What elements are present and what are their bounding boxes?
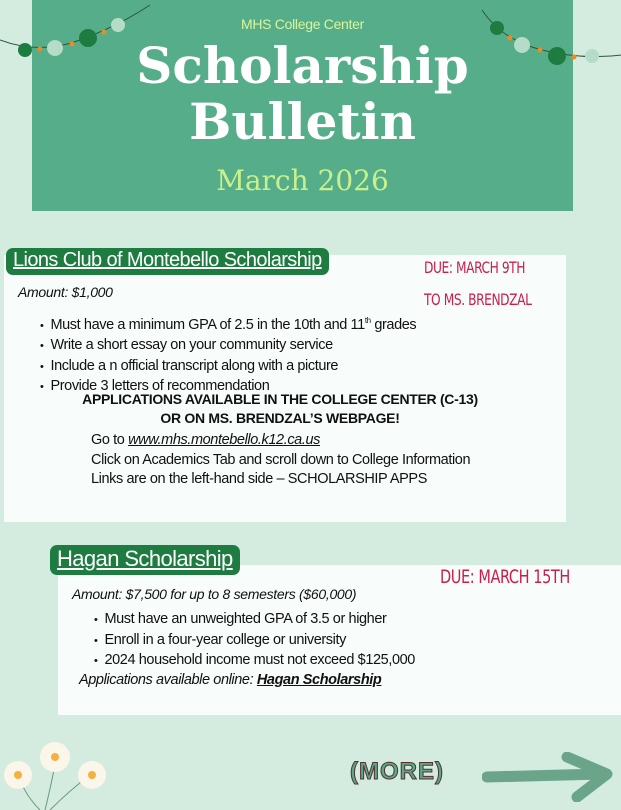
page-title bbox=[32, 38, 573, 150]
lions-due-date: DUE: MARCH 9TH bbox=[424, 258, 526, 277]
applications-notice: APPLICATIONS AVAILABLE IN THE COLLEGE CENTER (C-13) OR ON MS. BRENDZAL’S WEBPAGE! bbox=[82, 391, 478, 426]
list-item: • Include a n official transcript along with a picture bbox=[40, 357, 416, 378]
list-item: • Write a short essay on your community service bbox=[40, 336, 416, 357]
list-item: • Enroll in a four-year college or university bbox=[94, 631, 415, 652]
list-item: • 2024 household income must not exceed $125,000 bbox=[94, 651, 415, 672]
lions-requirements bbox=[40, 311, 416, 398]
hagan-scholarship-title: Hagan Scholarship bbox=[50, 545, 240, 575]
subtitle: MHS College Center bbox=[241, 16, 364, 32]
arrow-right-icon[interactable] bbox=[482, 752, 621, 802]
list-item: • Must have an unweighted GPA of 3.5 or higher bbox=[94, 610, 415, 631]
more-link[interactable]: (MORE) bbox=[350, 758, 444, 785]
lions-scholarship-title: Lions Club of Montebello Scholarship bbox=[6, 248, 329, 275]
daisy-flowers-icon bbox=[0, 735, 120, 810]
title-line2: Bulletin bbox=[189, 92, 416, 151]
hagan-requirements bbox=[94, 610, 415, 672]
school-website-link[interactable]: www.mhs.montebello.k12.ca.us bbox=[128, 432, 320, 448]
title-line1: Scholarship bbox=[136, 36, 469, 95]
hagan-scholarship-link[interactable]: Hagan Scholarship bbox=[256, 672, 382, 688]
lions-amount: Amount: $1,000 bbox=[18, 284, 113, 300]
instruction-line: Click on Academics Tab and scroll down to College Information bbox=[91, 451, 471, 468]
header-banner bbox=[32, 0, 573, 211]
hagan-amount: Amount: $7,500 for up to 8 semesters ($60,000) bbox=[72, 586, 357, 602]
lions-due-recipient: TO MS. BRENDZAL bbox=[424, 290, 532, 309]
list-item: • Provide 3 letters of recommendation bbox=[40, 377, 416, 398]
hagan-apply-line: Applications available online: Hagan Scholarship bbox=[79, 672, 382, 688]
instruction-line: Links are on the left-hand side – SCHOLARSHIP APPS bbox=[91, 471, 427, 487]
bulletin-date: March 2026 bbox=[216, 164, 389, 197]
hagan-due-date: DUE: MARCH 15TH bbox=[440, 566, 570, 588]
lions-instructions: Go to www.mhs.montebello.k12.ca.us Click on Academics Tab and scroll down to College Information Links are on the left-hand side – SCHOLARSHIP APPS bbox=[91, 431, 470, 490]
list-item: • Must have a minimum GPA of 2.5 in the 10th and 11th grades bbox=[40, 311, 416, 336]
